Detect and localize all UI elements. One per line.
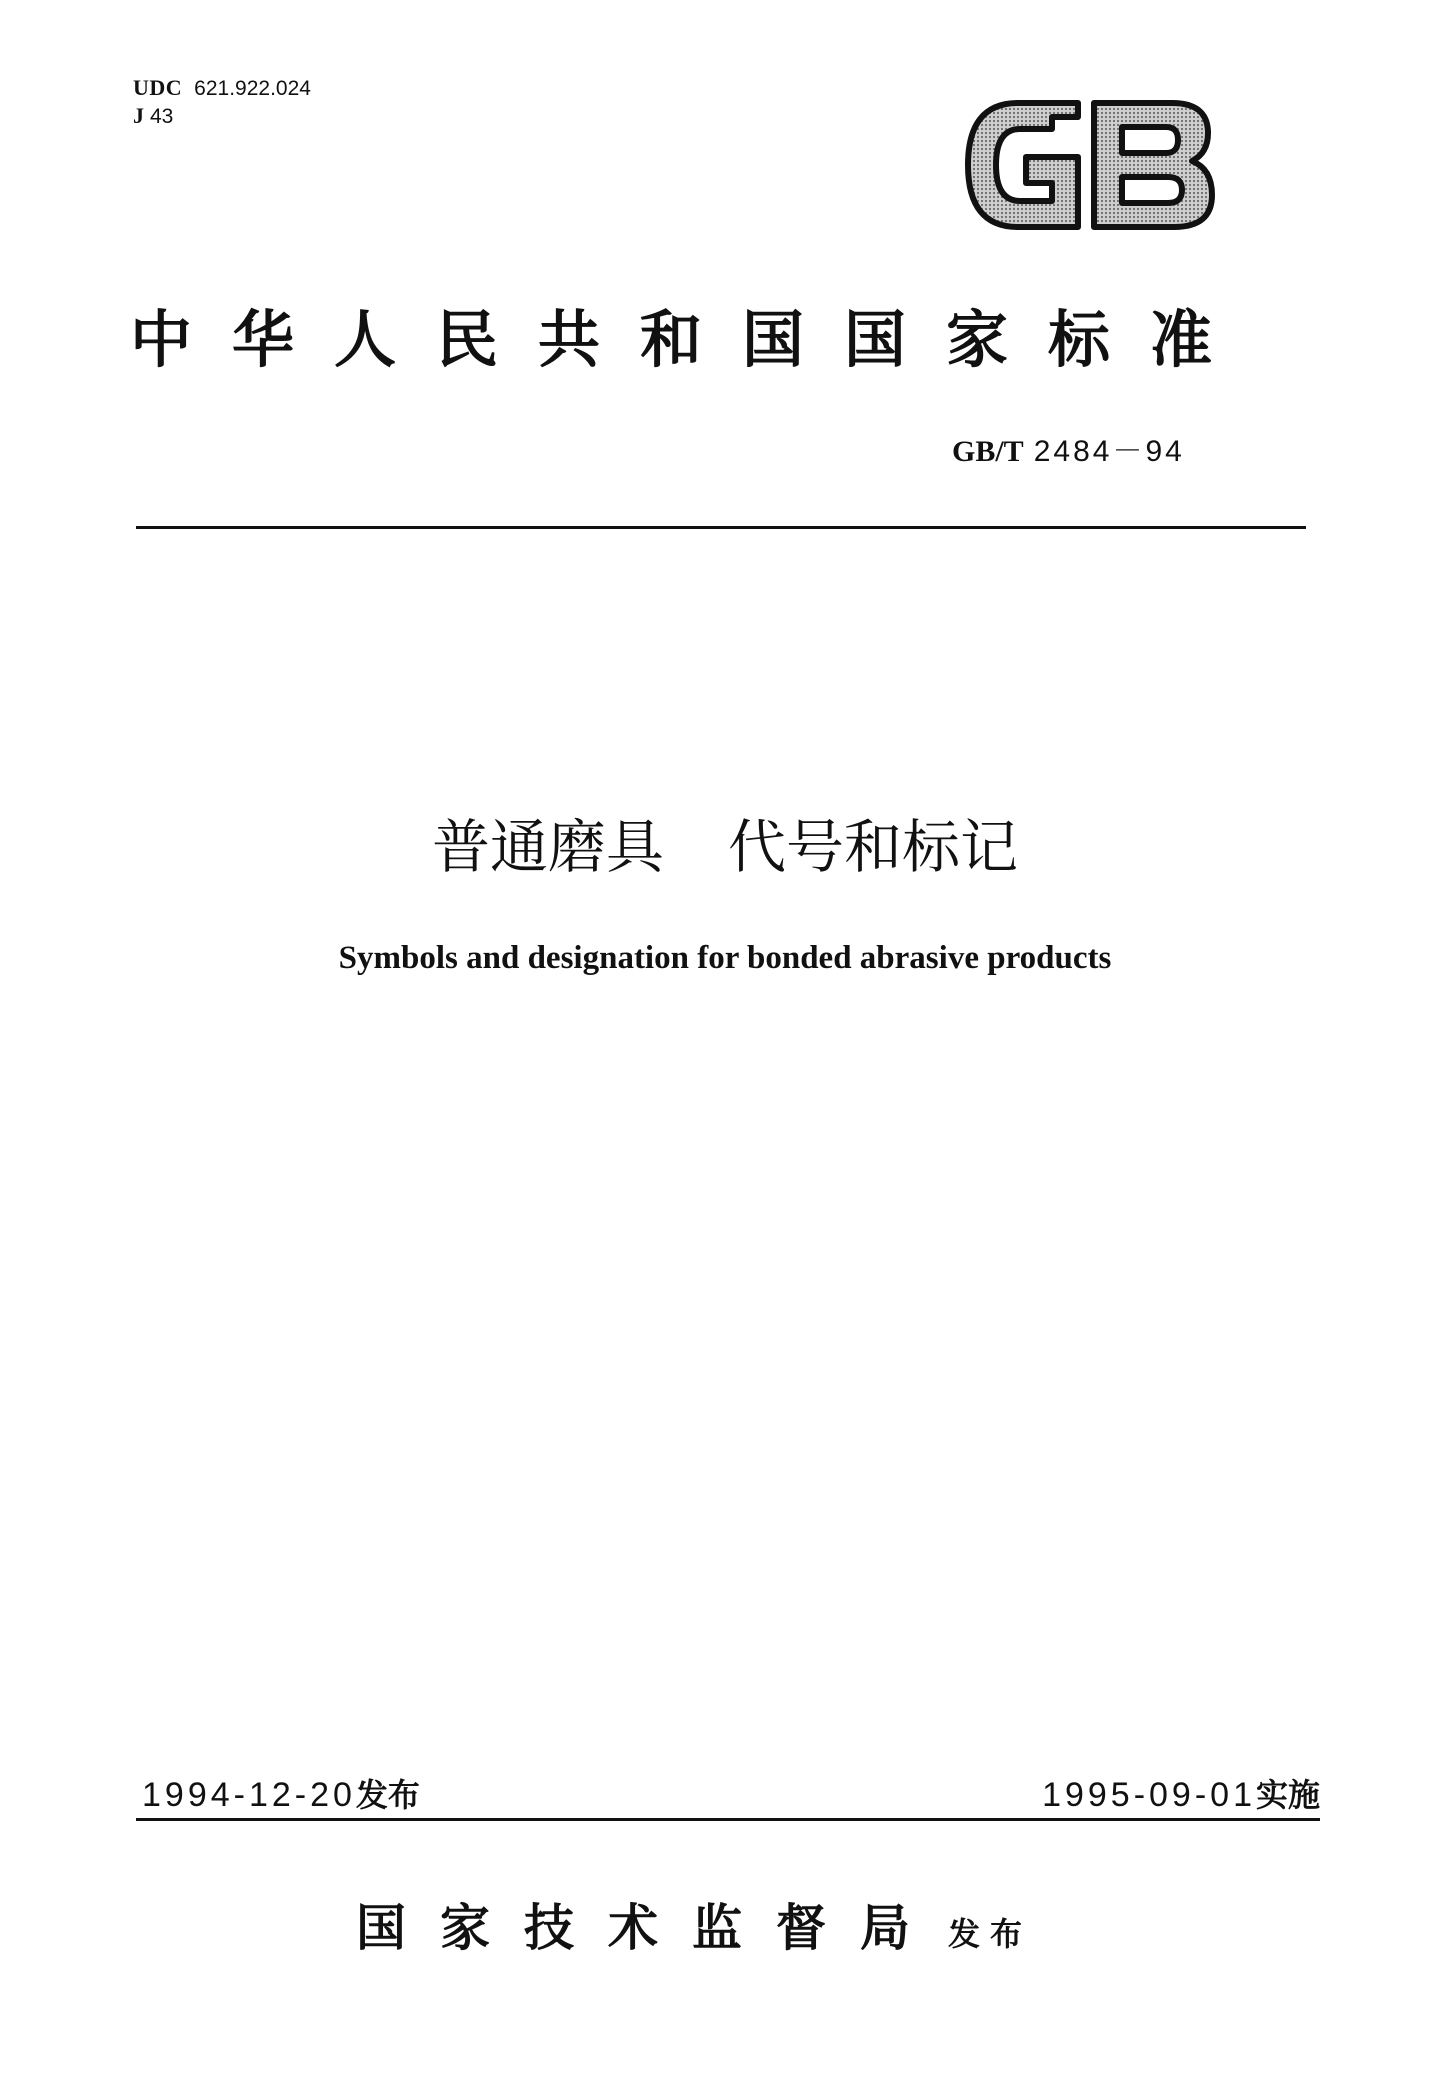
udc-number: 621.922.024 xyxy=(194,77,311,100)
udc-label: UDC xyxy=(133,75,183,100)
effective-label: 实施 xyxy=(1255,1776,1320,1814)
footer-divider xyxy=(136,1818,1320,1821)
gb-logo xyxy=(960,95,1220,235)
standard-number xyxy=(952,426,1185,470)
document-title-en: Symbols and designation for bonded abrasive products xyxy=(338,940,1112,976)
issue-date-block xyxy=(142,1770,420,1816)
issue-label: 发布 xyxy=(355,1776,420,1814)
publisher-name: 国家技术监督局 xyxy=(356,1898,944,1957)
document-title-zh-part1: 普通磨具 xyxy=(431,813,664,881)
document-title-zh xyxy=(0,800,1450,884)
udc-block xyxy=(133,74,311,130)
udc-line xyxy=(133,74,311,102)
class-line xyxy=(133,102,311,130)
standard-title: 中华人民共和国国家标准 xyxy=(130,303,1253,376)
class-label: J xyxy=(133,103,144,128)
standard-code: 2484－94 xyxy=(1033,435,1185,468)
publisher-block xyxy=(356,1888,1032,1960)
logo-letter-b xyxy=(1094,103,1212,227)
document-title-zh-part2: 代号和标记 xyxy=(728,813,1019,881)
logo-letter-g xyxy=(968,103,1078,227)
publisher-action: 发布 xyxy=(948,1915,1033,1953)
class-number: 43 xyxy=(150,105,174,128)
issue-date: 1994-12-20 xyxy=(142,1776,356,1814)
effective-date-block xyxy=(1042,1770,1320,1816)
standard-prefix: GB/T xyxy=(952,435,1024,468)
effective-date: 1995-09-01 xyxy=(1042,1776,1256,1814)
header-divider xyxy=(136,526,1306,529)
